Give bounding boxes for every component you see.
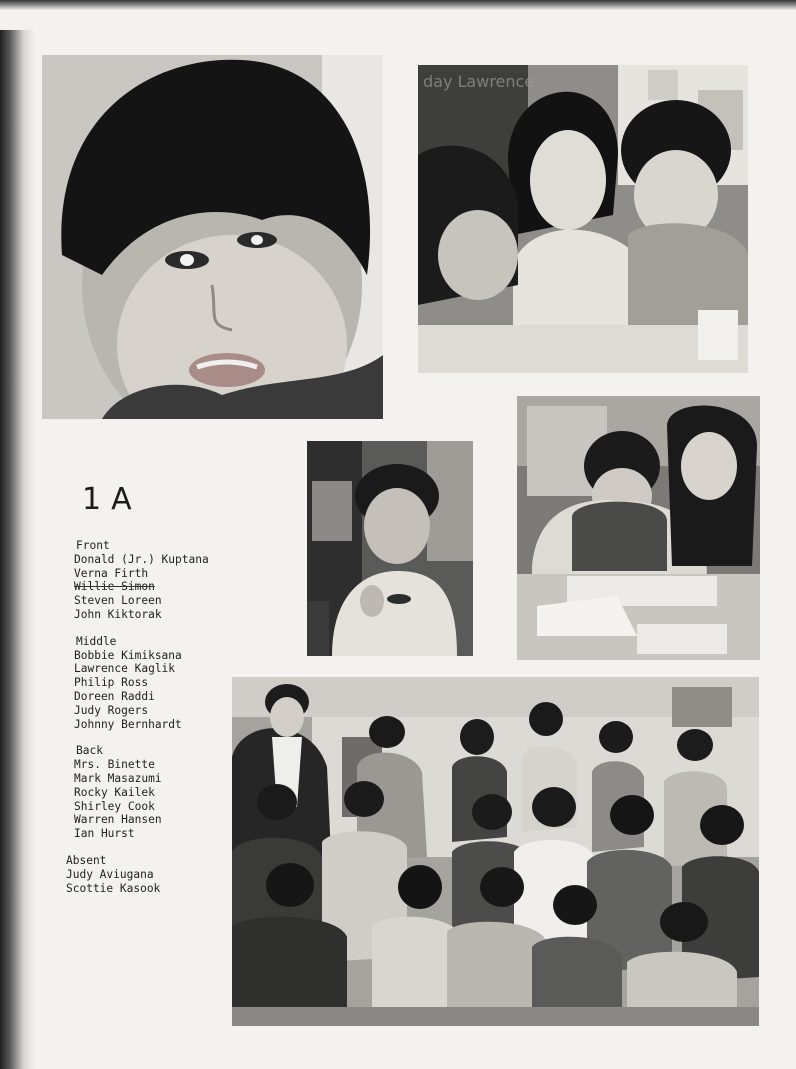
roster-heading: Back <box>76 744 103 758</box>
roster-heading: Middle <box>76 634 117 648</box>
roster-name: Doreen Raddi <box>74 689 155 703</box>
boy-holding-object-photo <box>307 441 473 656</box>
portrait-photo <box>42 55 383 419</box>
roster-heading: Front <box>76 539 110 552</box>
class-group-photo <box>232 677 759 1026</box>
roster-name: Verna Firth <box>74 566 149 580</box>
roster-name: Warren Hansen <box>74 813 162 827</box>
roster-name: Judy Aviugana <box>66 867 154 881</box>
roster-name: Shirley Cook <box>74 799 155 813</box>
roster-group-middle <box>66 635 236 732</box>
chalkboard-text: day Lawrence <box>423 72 535 91</box>
roster-heading: Absent <box>66 853 107 867</box>
roster-name: Judy Rogers <box>74 703 149 717</box>
roster-name: Lawrence Kaglik <box>74 662 176 676</box>
roster-name: Mrs. Binette <box>74 758 155 772</box>
roster-name: Ian Hurst <box>74 827 135 841</box>
roster-group-back <box>66 744 236 841</box>
roster-name: Steven Loreen <box>74 594 162 608</box>
book-spine-shadow <box>0 30 34 1069</box>
class-title: 1A <box>82 482 142 517</box>
class-roster <box>66 539 236 908</box>
student-writing-photo <box>517 396 760 660</box>
roster-name: Donald (Jr.) Kuptana <box>74 552 209 566</box>
page-top-edge <box>0 0 796 10</box>
roster-name: Scottie Kasook <box>66 881 161 895</box>
roster-name: John Kiktorak <box>74 607 162 621</box>
roster-name: Johnny Bernhardt <box>74 717 182 731</box>
roster-group-front <box>66 539 236 622</box>
roster-group-absent <box>66 854 236 895</box>
teacher-students-photo <box>418 65 748 373</box>
roster-name: Rocky Kailek <box>74 785 155 799</box>
roster-name: Bobbie Kimiksana <box>74 648 182 662</box>
roster-name: Mark Masazumi <box>74 771 162 785</box>
roster-name: Willie Simon <box>74 580 155 594</box>
roster-name: Philip Ross <box>74 676 149 690</box>
